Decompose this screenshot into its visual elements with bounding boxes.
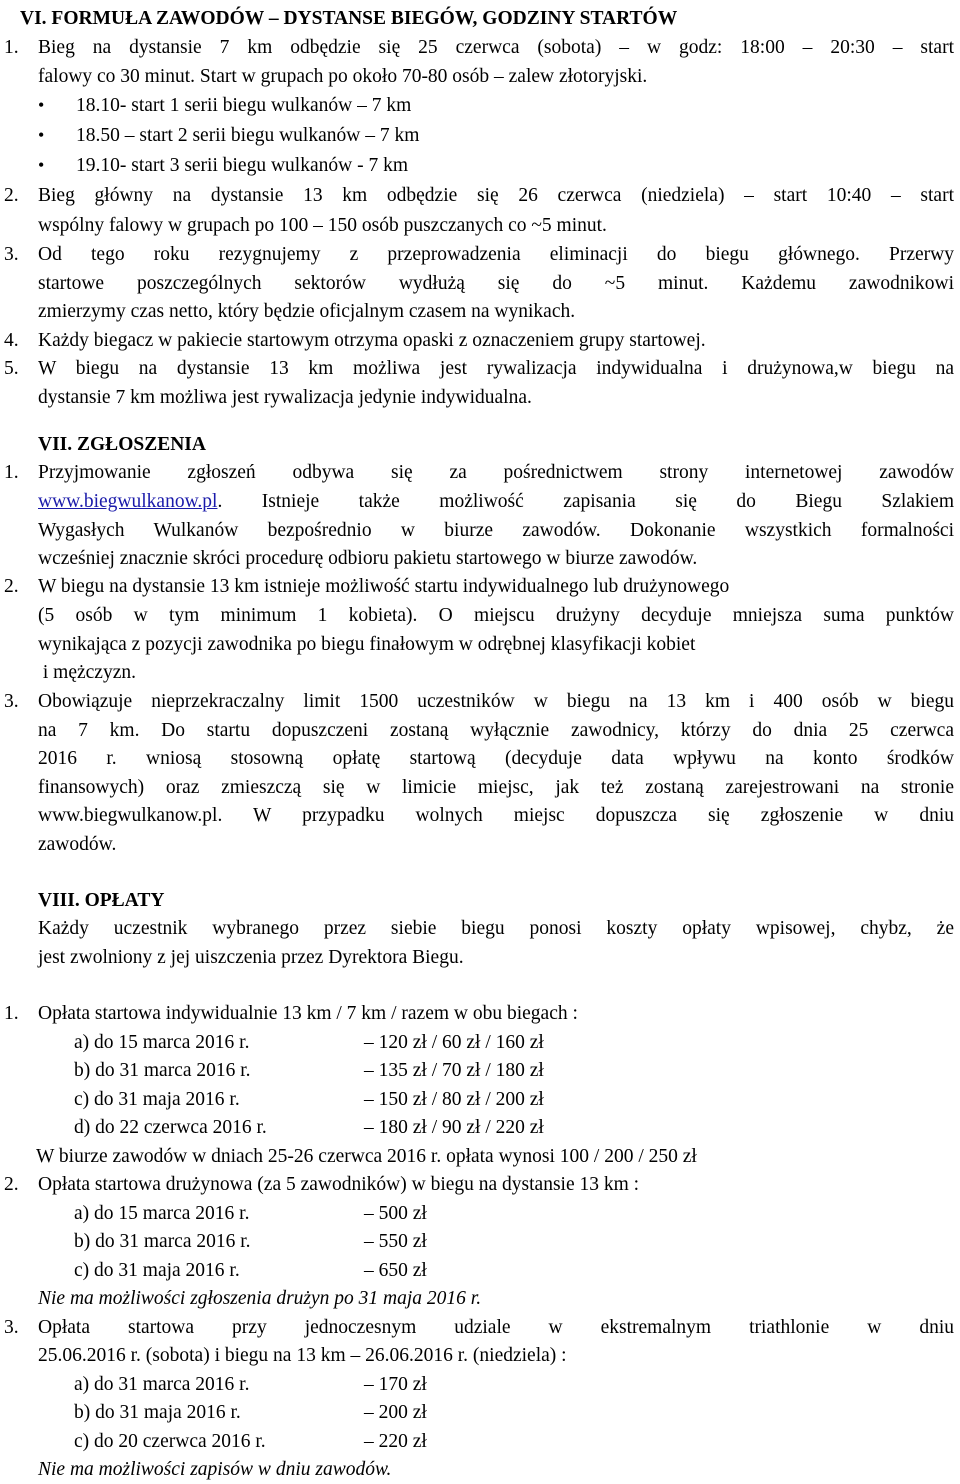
sec7-item-1-line-3: Wygasłych Wulkanów bezpośrednio w biurze zawodów. Dokonanie wszystkich formalności: [38, 520, 954, 541]
sec7-item-1-number: 1.: [4, 462, 19, 483]
sec6-item-3-line-3: zmierzymy czas netto, który będzie oficjalnym czasem na wynikach.: [38, 301, 576, 322]
fee-price: – 180 zł / 90 zł / 220 zł: [364, 1117, 544, 1138]
sec7-item-3-line-4: finansowych) oraz zmieszczą się w limicie miejsc, jak też zostaną zarejestrowani na stronie: [38, 777, 954, 798]
fee-1-number: 1.: [4, 1003, 19, 1024]
fee-price: – 150 zł / 80 zł / 200 zł: [364, 1089, 544, 1110]
sec6-item-5-line-1: W biegu na dystansie 13 km możliwa jest rywalizacja indywidualna i drużynowa,w biegu na: [38, 358, 954, 379]
fee-2-row-b: [74, 1227, 427, 1256]
fee-2-row-a: [74, 1199, 427, 1228]
fee-price: – 650 zł: [364, 1260, 427, 1281]
fee-2-number: 2.: [4, 1174, 19, 1195]
fee-date: d) do 22 czerwca 2016 r.: [74, 1117, 267, 1138]
sec7-item-3-line-2: na 7 km. Do startu dopuszczeni zostaną wyłącznie zawodnicy, którzy do dnia 25 czerwca: [38, 720, 954, 741]
fee-2-title: Opłata startowa drużynowa (za 5 zawodników) w biegu na dystansie 13 km :: [38, 1174, 640, 1195]
sec7-item-1-line-1: Przyjmowanie zgłoszeń odbywa się za pośrednictwem strony internetowej zawodów: [38, 462, 954, 483]
sec8-intro-line-1: Każdy uczestnik wybranego przez siebie biegu ponosi koszty opłaty wpisowej, chybz, że: [38, 918, 954, 939]
fee-1-row-d: [74, 1113, 544, 1142]
fee-price: – 120 zł / 60 zł / 160 zł: [364, 1032, 544, 1053]
fee-date: a) do 31 marca 2016 r.: [74, 1374, 250, 1395]
sec7-item-3-line-1: Obowiązuje nieprzekraczalny limit 1500 uczestników w biegu na 13 km i 400 osób w biegu: [38, 691, 954, 712]
sec8-intro-line-2: jest zwolniony z jej uiszczenia przez Dyrektora Biegu.: [38, 947, 464, 968]
sec6-item-5-line-2: dystansie 7 km możliwa jest rywalizacja jedynie indywidualna.: [38, 387, 532, 408]
fee-2-row-c: [74, 1256, 427, 1285]
fee-2-note: Nie ma możliwości zgłoszenia drużyn po 31 maja 2016 r.: [38, 1288, 482, 1309]
sec6-item-2-line-1: Bieg główny na dystansie 13 km odbędzie się 26 czerwca (niedziela) – start 10:40 – start: [38, 185, 954, 206]
sec7-item-3-number: 3.: [4, 691, 19, 712]
sec7-item-3-line-5: www.biegwulkanow.pl. W przypadku wolnych miejsc dopuszcza się zgłoszenie w dniu: [38, 805, 954, 826]
fee-date: c) do 20 czerwca 2016 r.: [74, 1431, 266, 1452]
line-text: . Istnieje także możliwość zapisania się do Biegu Szlakiem: [217, 491, 954, 512]
sec7-item-2-line-2: (5 osób w tym minimum 1 kobieta). O miejscu drużyny decyduje mniejsza suma punktów: [38, 605, 954, 626]
bullet-icon: •: [38, 95, 45, 115]
bullet-text: 19.10- start 3 serii biegu wulkanów - 7 km: [76, 155, 408, 176]
fee-1-row-b: [74, 1056, 544, 1085]
sec7-item-2-line-3: wynikająca z pozycji zawodnika po biegu finałowym w odrębnej klasyfikacji kobiet: [38, 634, 696, 655]
section-8-heading: VIII. OPŁATY: [38, 890, 165, 911]
fee-3-number: 3.: [4, 1317, 19, 1338]
section-7-heading: VII. ZGŁOSZENIA: [38, 434, 206, 455]
fee-1-row-c: [74, 1085, 544, 1114]
fee-1-office-note: W biurze zawodów w dniach 25-26 czerwca 2016 r. opłata wynosi 100 / 200 / 250 zł: [36, 1146, 697, 1167]
sec7-item-1-line-4: wcześniej znacznie skróci procedurę odbioru pakietu startowego w biurze zawodów.: [38, 548, 698, 569]
fee-1-title: Opłata startowa indywidualnie 13 km / 7 km / razem w obu biegach :: [38, 1003, 578, 1024]
fee-date: b) do 31 marca 2016 r.: [74, 1231, 251, 1252]
website-link[interactable]: www.biegwulkanow.pl: [38, 491, 218, 512]
fee-date: a) do 15 marca 2016 r.: [74, 1203, 250, 1224]
fee-3-row-c: [74, 1427, 427, 1456]
sec6-item-5-number: 5.: [4, 358, 19, 379]
fee-3-row-a: [74, 1370, 427, 1399]
sec7-item-1-line-2: [38, 487, 954, 516]
fee-3-note: Nie ma możliwości zapisów w dniu zawodów.: [38, 1459, 392, 1480]
sec6-item-4-number: 4.: [4, 330, 19, 351]
sec6-item-3-number: 3.: [4, 244, 19, 265]
sec6-item-2-line-2: wspólny falowy w grupach po 100 – 150 osób puszczanych co ~5 minut.: [38, 215, 607, 236]
fee-date: a) do 15 marca 2016 r.: [74, 1032, 250, 1053]
fee-3-line-1: Opłata startowa przy jednoczesnym udziale w ekstremalnym triathlonie w dniu: [38, 1317, 954, 1338]
bullet-icon: •: [38, 125, 45, 145]
fee-date: c) do 31 maja 2016 r.: [74, 1089, 240, 1110]
sec6-item-1: [4, 33, 954, 62]
bullet-text: 18.10- start 1 serii biegu wulkanów – 7 km: [76, 95, 412, 116]
sec6-item-1-line-2: falowy co 30 minut. Start w grupach po około 70-80 osób – zalew złotoryjski.: [38, 66, 648, 87]
sec6-item-4-line-1: Każdy biegacz w pakiecie startowym otrzyma opaski z oznaczeniem grupy startowej.: [38, 330, 706, 351]
fee-price: – 135 zł / 70 zł / 180 zł: [364, 1060, 544, 1081]
fee-price: – 170 zł: [364, 1374, 427, 1395]
item-number: 1.: [4, 37, 19, 58]
sec7-item-2-number: 2.: [4, 576, 19, 597]
fee-price: – 550 zł: [364, 1231, 427, 1252]
sec7-item-2-line-1: W biegu na dystansie 13 km istnieje możliwość startu indywidualnego lub drużynowego: [38, 576, 730, 597]
sec6-item-3-line-1: Od tego roku rezygnujemy z przeprowadzenia eliminacji do biegu głównego. Przerwy: [38, 244, 954, 265]
section-6-heading: VI. FORMUŁA ZAWODÓW – DYSTANSE BIEGÓW, GODZINY STARTÓW: [20, 8, 678, 29]
sec7-item-3-line-6: zawodów.: [38, 834, 117, 855]
fee-price: – 200 zł: [364, 1402, 427, 1423]
sec6-item-2-number: 2.: [4, 185, 19, 206]
fee-date: b) do 31 maja 2016 r.: [74, 1402, 241, 1423]
bullet-icon: •: [38, 155, 45, 175]
fee-3-line-2: 25.06.2016 r. (sobota) i biegu na 13 km – 26.06.2016 r. (niedziela) :: [38, 1345, 567, 1366]
fee-price: – 220 zł: [364, 1431, 427, 1452]
fee-date: b) do 31 marca 2016 r.: [74, 1060, 251, 1081]
sec7-item-3-line-3: 2016 r. wniosą stosowną opłatę startową (decyduje data wpływu na konto środków: [38, 748, 954, 769]
sec6-item-3-line-2: startowe poszczególnych sektorów wydłużą się do ~5 minut. Każdemu zawodnikowi: [38, 273, 954, 294]
fee-3-row-b: [74, 1398, 427, 1427]
bullet-text: 18.50 – start 2 serii biegu wulkanów – 7 km: [76, 125, 420, 146]
fee-date: c) do 31 maja 2016 r.: [74, 1260, 240, 1281]
sec7-item-2-line-4: i mężczyzn.: [38, 662, 136, 683]
fee-1-row-a: [74, 1028, 544, 1057]
fee-price: – 500 zł: [364, 1203, 427, 1224]
sec6-item-1-line-1: Bieg na dystansie 7 km odbędzie się 25 czerwca (sobota) – w godz: 18:00 – 20:30 – start: [38, 37, 954, 58]
